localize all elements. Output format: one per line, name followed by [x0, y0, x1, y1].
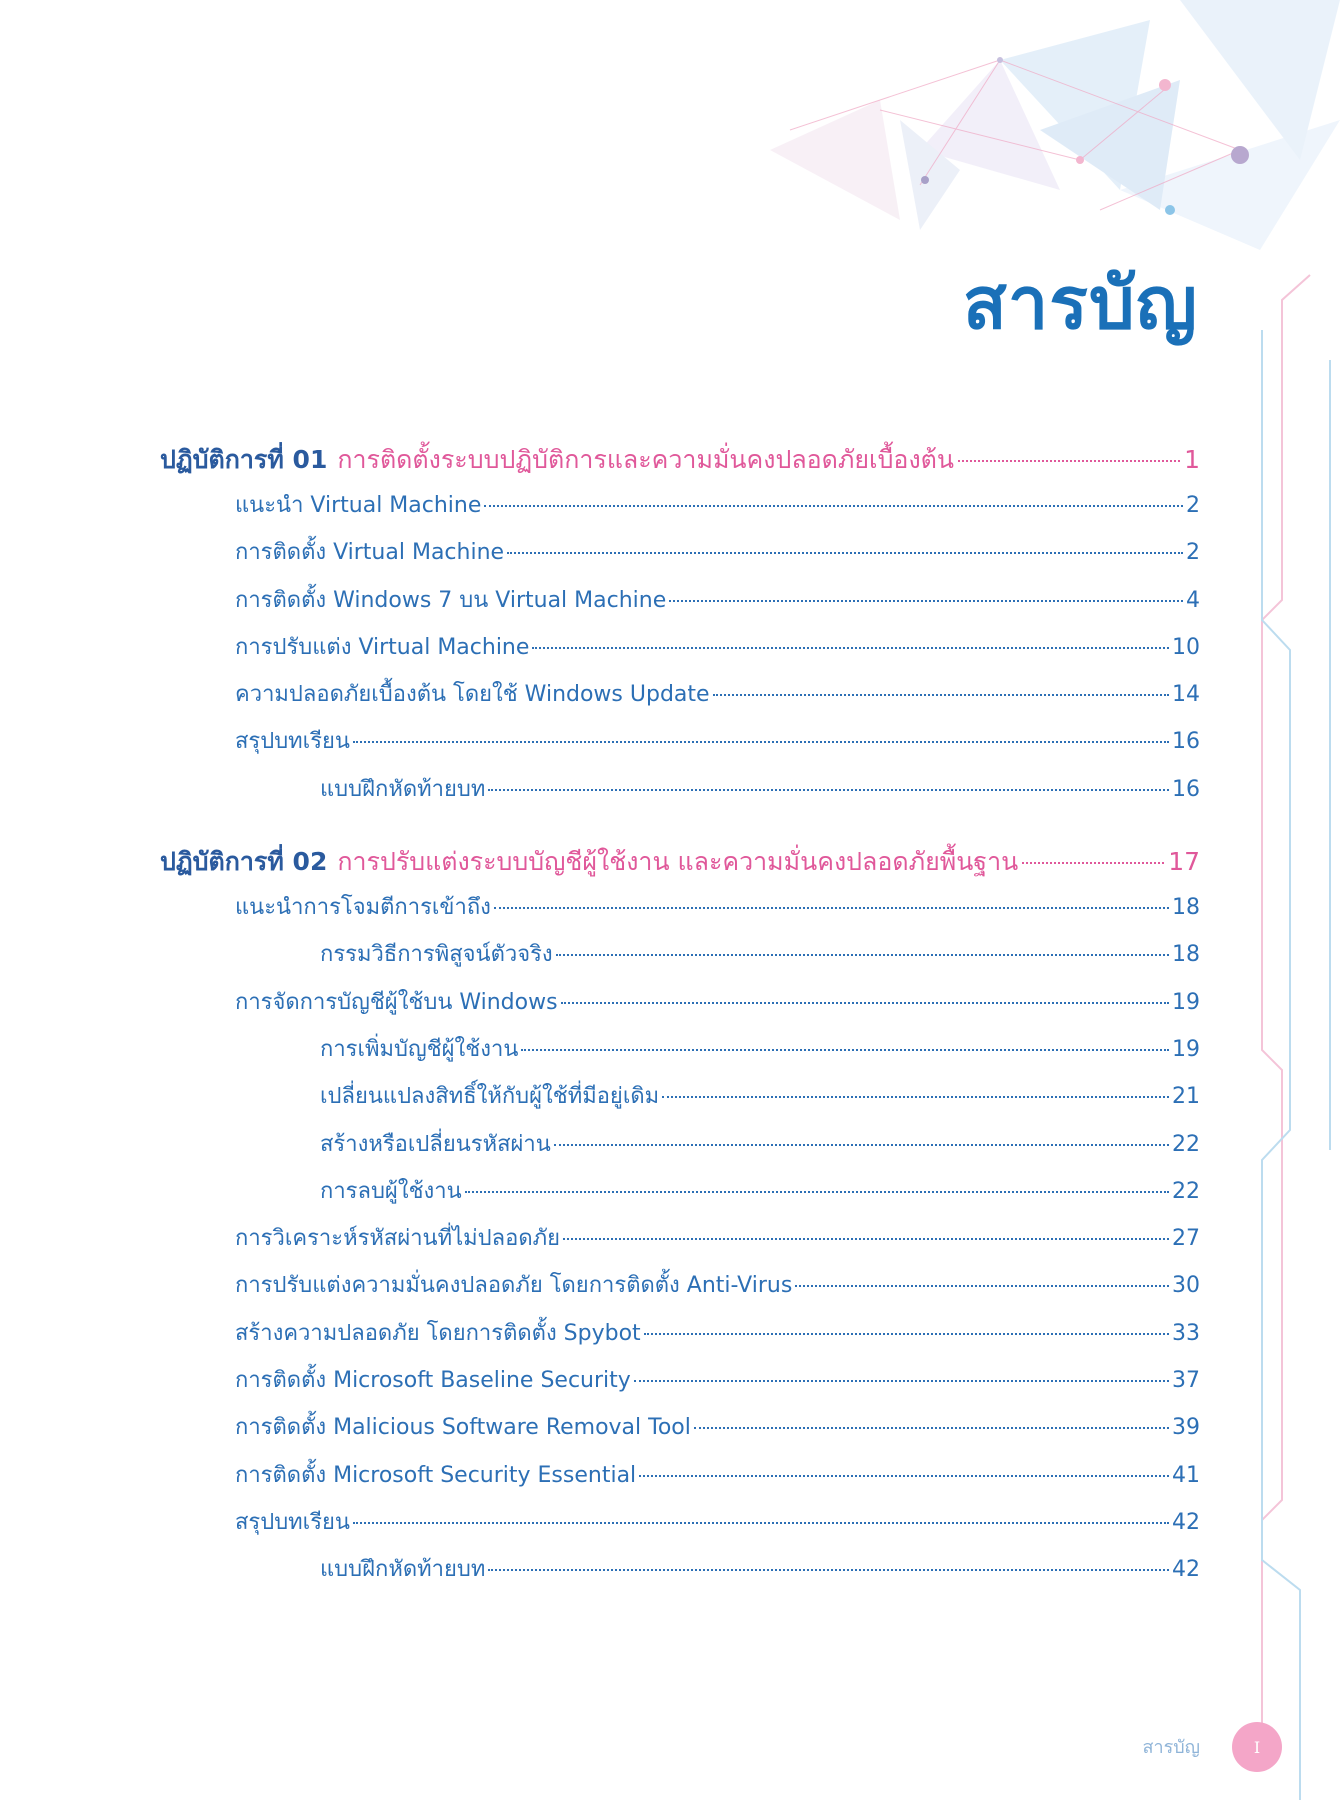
chapter-page-number: 1: [1184, 445, 1200, 474]
toc-entry-row[interactable]: [160, 1031, 1200, 1078]
toc-entry-row[interactable]: [160, 889, 1200, 936]
entry-title: สร้างหรือเปลี่ยนรหัสผ่าน: [320, 1131, 551, 1157]
entry-title: สรุปบทเรียน: [235, 729, 350, 755]
chapter-label: ปฏิบัติการที่ 02: [160, 847, 328, 877]
entry-page-number: 2: [1186, 540, 1200, 566]
toc-entry-row[interactable]: [160, 582, 1200, 629]
dot-leader: [494, 907, 1169, 909]
entry-title: สรุปบทเรียน: [235, 1509, 350, 1535]
entry-page-number: 42: [1172, 1557, 1200, 1583]
toc-entry-row[interactable]: [160, 676, 1200, 723]
entry-page-number: 10: [1172, 634, 1200, 660]
dot-leader: [634, 1380, 1169, 1382]
entry-title: การติดตั้ง Microsoft Baseline Security: [235, 1368, 631, 1394]
entry-page-number: 27: [1172, 1226, 1200, 1252]
entry-page-number: 30: [1172, 1273, 1200, 1299]
toc-entry-row[interactable]: [160, 534, 1200, 581]
entry-page-number: 19: [1172, 1036, 1200, 1062]
entry-title: การติดตั้ง Microsoft Security Essential: [235, 1462, 637, 1488]
toc-entry-row[interactable]: [160, 1126, 1200, 1173]
dot-leader: [465, 1191, 1169, 1193]
dot-leader: [353, 741, 1169, 743]
dot-leader: [644, 1333, 1169, 1335]
page-title: สารบัญ: [962, 261, 1198, 345]
entry-page-number: 4: [1186, 587, 1200, 613]
toc-entry-row[interactable]: [160, 1504, 1200, 1551]
entry-title: กรรมวิธีการพิสูจน์ตัวจริง: [320, 942, 553, 968]
entry-page-number: 39: [1172, 1415, 1200, 1441]
entry-page-number: 16: [1172, 729, 1200, 755]
entry-page-number: 41: [1172, 1462, 1200, 1488]
dot-leader: [484, 505, 1183, 507]
entry-page-number: 33: [1172, 1320, 1200, 1346]
toc-entry-row[interactable]: [160, 487, 1200, 534]
dot-leader: [488, 1569, 1169, 1571]
dot-leader: [662, 1096, 1169, 1098]
entry-title: การปรับแต่งความมั่นคงปลอดภัย โดยการติดตั้ง Anti-Virus: [235, 1273, 793, 1299]
entry-title: การติดตั้ง Virtual Machine: [235, 540, 505, 566]
entry-title: แนะนำ Virtual Machine: [235, 493, 482, 518]
entry-page-number: 18: [1172, 942, 1200, 968]
entry-title: การจัดการบัญชีผู้ใช้บน Windows: [235, 989, 558, 1015]
toc-entry-row[interactable]: [160, 723, 1200, 770]
toc-entry-row[interactable]: [160, 771, 1200, 818]
toc-entry-row[interactable]: [160, 1362, 1200, 1409]
entry-title: เปลี่ยนแปลงสิทธิ์ให้กับผู้ใช้ที่มีอยู่เดิม: [320, 1084, 660, 1110]
toc-entry-row[interactable]: [160, 1078, 1200, 1125]
toc-entry-row[interactable]: [160, 1267, 1200, 1314]
dot-leader: [488, 789, 1169, 791]
entry-page-number: 22: [1172, 1178, 1200, 1204]
dot-leader: [713, 694, 1169, 696]
entry-title: การวิเคราะห์รหัสผ่านที่ไม่ปลอดภัย: [235, 1226, 561, 1252]
entry-page-number: 2: [1186, 493, 1200, 518]
toc-entry-row[interactable]: [160, 1409, 1200, 1456]
chapter-page-number: 17: [1168, 847, 1200, 877]
toc-chapter-row[interactable]: [160, 842, 1200, 889]
dot-leader: [521, 1049, 1169, 1051]
entry-title: แบบฝึกหัดท้ายบท: [320, 1557, 486, 1583]
toc-entry-row[interactable]: [160, 629, 1200, 676]
toc-entry-row[interactable]: [160, 1220, 1200, 1267]
toc-entry-row[interactable]: [160, 1551, 1200, 1598]
chapter-label: ปฏิบัติการที่ 01: [160, 445, 328, 474]
entry-title: สร้างความปลอดภัย โดยการติดตั้ง Spybot: [235, 1320, 641, 1346]
entry-page-number: 14: [1172, 682, 1200, 708]
dot-leader: [669, 600, 1183, 602]
footer-label: สารบัญ: [1142, 1737, 1200, 1758]
entry-page-number: 37: [1172, 1368, 1200, 1394]
dot-leader: [1022, 862, 1164, 864]
entry-title: แบบฝึกหัดท้ายบท: [320, 776, 486, 802]
toc-entry-row[interactable]: [160, 1315, 1200, 1362]
entry-title: การปรับแต่ง Virtual Machine: [235, 634, 530, 660]
dot-leader: [532, 647, 1169, 649]
chapter-title: การปรับแต่งระบบบัญชีผู้ใช้งาน และความมั่นคงปลอดภัยพื้นฐาน: [337, 847, 1019, 877]
dot-leader: [507, 552, 1183, 554]
toc-entry-row[interactable]: [160, 936, 1200, 983]
toc-entry-row[interactable]: [160, 1173, 1200, 1220]
dot-leader: [353, 1522, 1169, 1524]
dot-leader: [563, 1238, 1169, 1240]
entry-page-number: 21: [1172, 1084, 1200, 1110]
table-of-contents: [160, 440, 1200, 1599]
entry-page-number: 22: [1172, 1131, 1200, 1157]
toc-entry-row[interactable]: [160, 1457, 1200, 1504]
entry-title: การเพิ่มบัญชีผู้ใช้งาน: [320, 1036, 519, 1062]
toc-chapter-row[interactable]: [160, 440, 1200, 487]
dot-leader: [554, 1144, 1169, 1146]
entry-page-number: 16: [1172, 776, 1200, 802]
entry-title: การติดตั้ง Windows 7 บน Virtual Machine: [235, 587, 667, 613]
entry-title: ความปลอดภัยเบื้องต้น โดยใช้ Windows Update: [235, 682, 710, 708]
chapter-title: การติดตั้งระบบปฏิบัติการและความมั่นคงปลอดภัยเบื้องต้น: [337, 445, 954, 474]
dot-leader: [556, 954, 1169, 956]
entry-title: การติดตั้ง Malicious Software Removal Tool: [235, 1415, 691, 1441]
entry-page-number: 19: [1172, 989, 1200, 1015]
dot-leader: [561, 1002, 1169, 1004]
entry-page-number: 42: [1172, 1509, 1200, 1535]
toc-entry-row[interactable]: [160, 984, 1200, 1031]
dot-leader: [694, 1427, 1169, 1429]
dot-leader: [639, 1475, 1169, 1477]
entry-title: การลบผู้ใช้งาน: [320, 1178, 462, 1204]
entry-title: แนะนำการโจมตีการเข้าถึง: [235, 895, 491, 921]
page-number-badge: I: [1232, 1722, 1282, 1772]
dot-leader: [795, 1285, 1169, 1287]
dot-leader: [958, 460, 1180, 462]
entry-page-number: 18: [1172, 895, 1200, 921]
